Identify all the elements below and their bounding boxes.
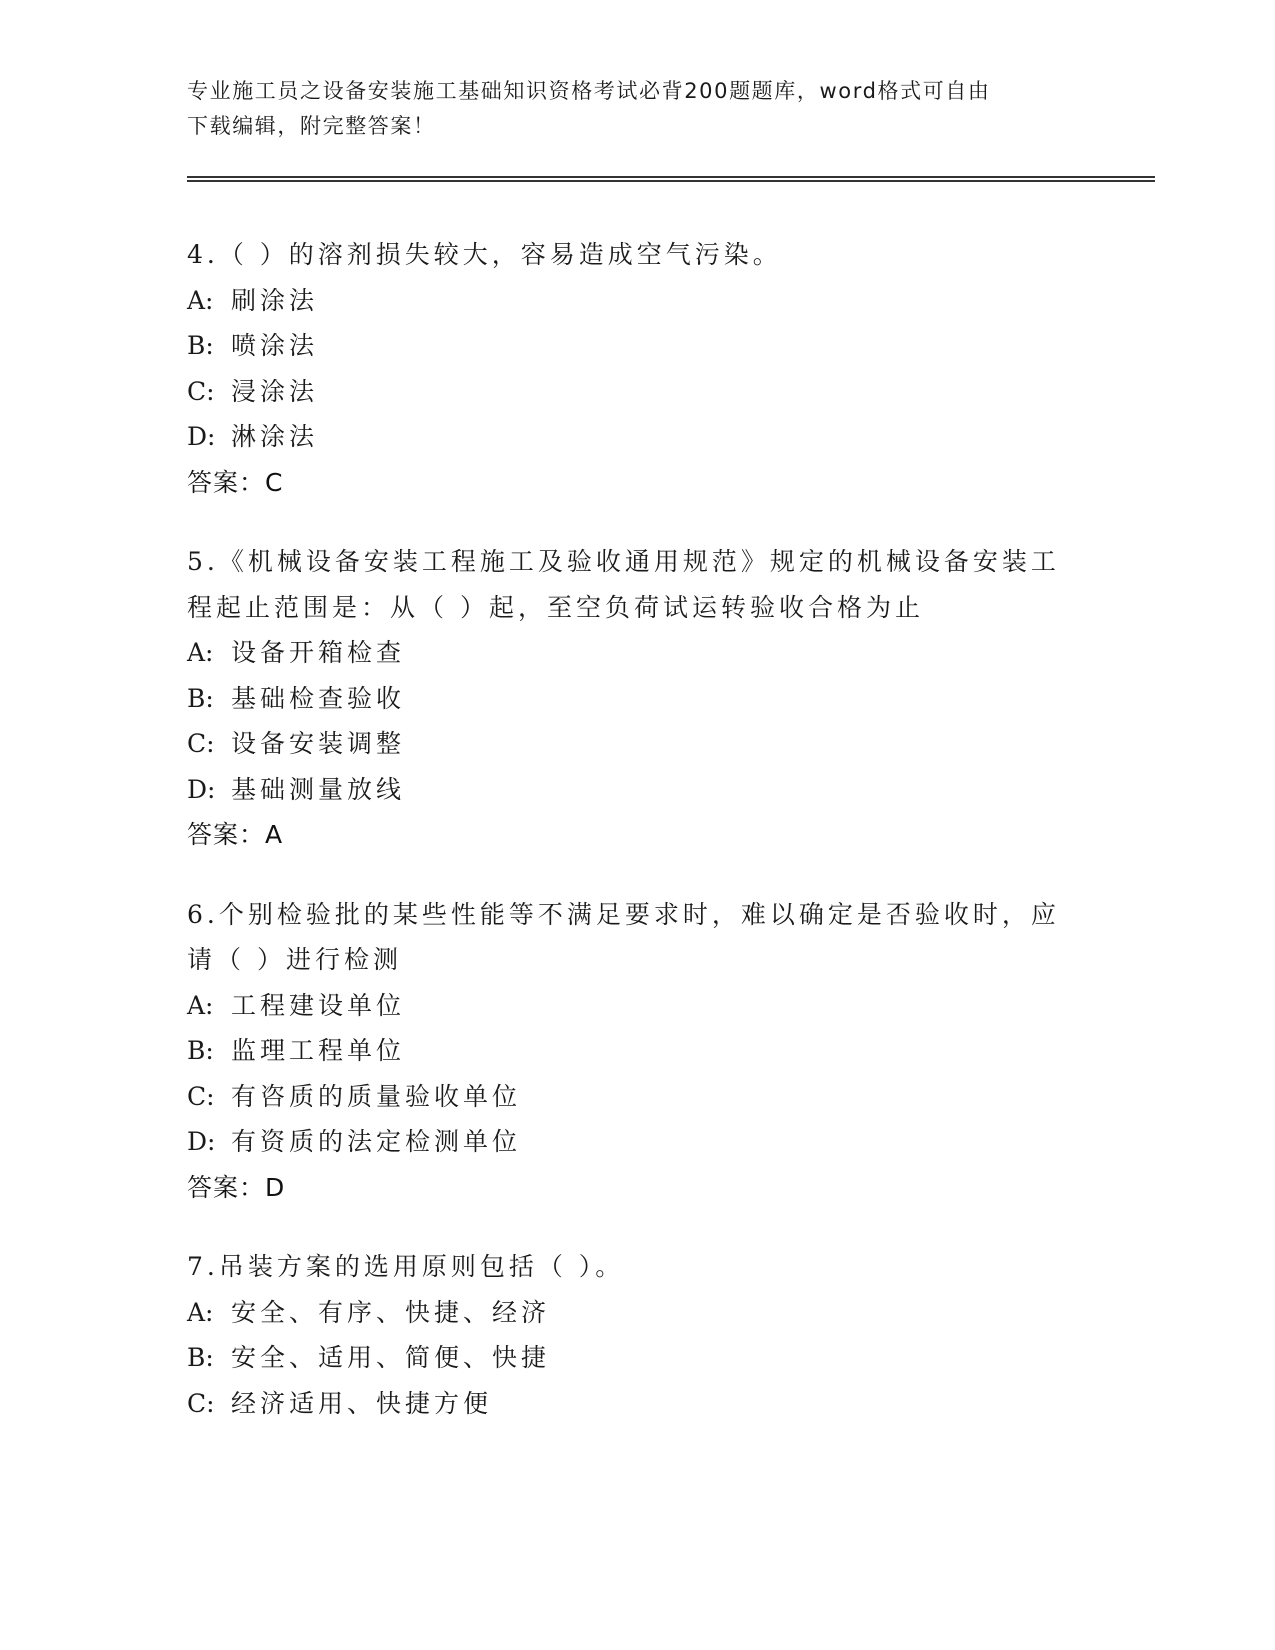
option-letter: C:: [187, 1081, 215, 1111]
option-text: 安全、有序、快捷、经济: [231, 1297, 551, 1327]
question-stem: 7.吊装方案的选用原则包括（ ）。: [187, 1252, 625, 1281]
option-text: 安全、适用、简便、快捷: [231, 1343, 551, 1372]
option-letter: C:: [187, 729, 215, 758]
option-d: [187, 414, 1087, 460]
question-6: [187, 892, 1087, 1211]
header-title-line-1: 专业施工员之设备安装施工基础知识资格考试必背200题题库，word格式可自由: [187, 79, 991, 103]
document-header: [187, 74, 1067, 144]
question-stem: 5.《机械设备安装工程施工及验收通用规范》规定的机械设备安装工: [187, 547, 1060, 576]
option-a: [187, 630, 1087, 676]
option-letter: C:: [187, 376, 215, 406]
option-letter: B:: [187, 683, 214, 713]
option-text: 设备安装调整: [231, 729, 406, 758]
option-text: 经济适用、快捷方便: [231, 1388, 493, 1418]
option-a: [187, 983, 1087, 1029]
question-7: [187, 1244, 1087, 1426]
question-5: [187, 539, 1087, 858]
option-text: 基础测量放线: [231, 774, 406, 804]
option-text: 喷涂法: [231, 331, 319, 360]
question-list: [187, 232, 1087, 1460]
option-text: 浸涂法: [231, 376, 319, 406]
answer-line: 答案：A: [187, 820, 284, 849]
option-b: [187, 676, 1087, 722]
option-c: [187, 1074, 1087, 1120]
option-a: [187, 278, 1087, 324]
option-text: 淋涂法: [231, 422, 319, 451]
option-text: 刷涂法: [231, 285, 319, 315]
option-letter: A:: [187, 638, 214, 667]
option-b: [187, 323, 1087, 369]
option-d: [187, 1119, 1087, 1165]
option-letter: B:: [187, 1036, 214, 1065]
option-c: [187, 369, 1087, 415]
answer-line: 答案：D: [187, 1172, 286, 1202]
option-letter: B:: [187, 331, 214, 360]
header-double-rule: [187, 176, 1155, 182]
option-a: [187, 1290, 1087, 1336]
option-text: 监理工程单位: [231, 1036, 406, 1065]
question-stem: 6.个别检验批的某些性能等不满足要求时，难以确定是否验收时，应: [187, 899, 1060, 929]
option-text: 设备开箱检查: [231, 638, 406, 667]
answer-line: 答案：C: [187, 467, 284, 497]
option-text: 工程建设单位: [231, 990, 406, 1020]
option-letter: D:: [187, 422, 216, 451]
question-stem: 4.（ ）的溶剂损失较大，容易造成空气污染。: [187, 240, 782, 269]
option-letter: A:: [187, 285, 214, 315]
option-d: [187, 767, 1087, 813]
question-stem-continued: 程起止范围是：从（ ）起，至空负荷试运转验收合格为止: [187, 592, 924, 622]
option-text: 有咨质的质量验收单位: [231, 1081, 522, 1111]
option-letter: C:: [187, 1388, 215, 1418]
header-title-line-2: 下载编辑，附完整答案！: [187, 114, 436, 138]
option-letter: A:: [187, 1297, 214, 1327]
question-4: [187, 232, 1087, 505]
question-stem-continued: 请（ ）进行检测: [187, 945, 402, 974]
option-b: [187, 1335, 1087, 1381]
option-c: [187, 721, 1087, 767]
option-letter: D:: [187, 1127, 216, 1156]
option-text: 基础检查验收: [231, 683, 406, 713]
option-b: [187, 1028, 1087, 1074]
option-c: [187, 1381, 1087, 1427]
option-letter: D:: [187, 774, 216, 804]
option-letter: B:: [187, 1343, 214, 1372]
option-text: 有资质的法定检测单位: [231, 1127, 522, 1156]
option-letter: A:: [187, 990, 214, 1020]
